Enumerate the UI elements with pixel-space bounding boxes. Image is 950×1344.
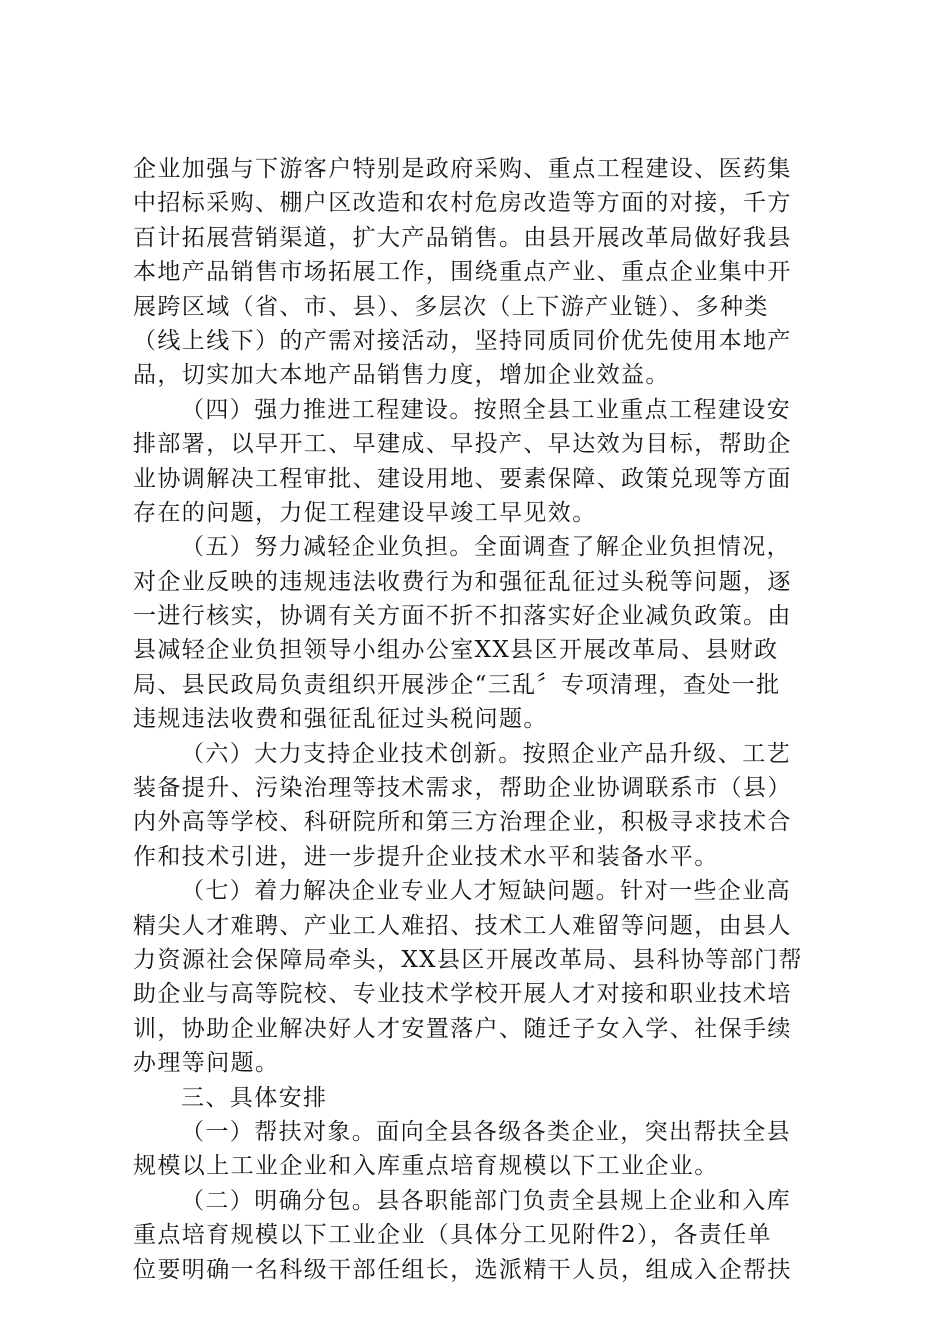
text-line: 训，协助企业解决好人才安置落户、随迁子女入学、社保手续 [133,1015,792,1042]
text-line: 重点培育规模以下工业企业（具体分工见附件2），各责任单 [133,1222,772,1249]
text-line: 业协调解决工程审批、建设用地、要素保障、政策兑现等方面 [133,465,792,492]
text-line: 规模以上工业企业和入库重点培育规模以下工业企业。 [133,1153,719,1180]
text-line: 排部署，以早开工、早建成、早投产、早达效为目标，帮助企 [133,431,792,458]
text-line: 展跨区域（省、市、县）、多层次（上下游产业链）、多种类 [133,293,769,320]
text-line: （线上线下）的产需对接活动，坚持同质同价优先使用本地产 [133,327,792,354]
paragraph-start-line: （一）帮扶对象。面向全县各级各类企业，突出帮扶全县 [181,1118,791,1145]
text-line: 企业加强与下游客户特别是政府采购、重点工程建设、医药集 [133,156,792,182]
text-line: 内外高等学校、科研院所和第三方治理企业，积极寻求技术合 [133,809,792,836]
text-line: 助企业与高等院校、专业技术学校开展人才对接和职业技术培 [133,981,792,1008]
text-line: 品，切实加大本地产品销售力度，增加企业效益。 [133,362,670,389]
text-line: 局、县民政局负责组织开展涉企“三乱〞专项清理，查处一批 [133,671,781,698]
text-line: 县减轻企业负担领导小组办公室XX县区开展改革局、县财政 [133,637,779,664]
paragraph-start-line: （五）努力减轻企业负担。全面调查了解企业负担情况， [181,534,791,561]
paragraph-start-line: （七）着力解决企业专业人才短缺问题。针对一些企业高 [181,878,791,905]
text-line: 存在的问题，力促工程建设早竣工早见效。 [133,499,597,526]
text-line: 位要明确一名科级干部任组长，选派精干人员，组成入企帮扶 [133,1256,792,1283]
text-line: 精尖人才难聘、产业工人难招、技术工人难留等问题，由县人 [133,912,792,939]
paragraph-start-line: （二）明确分包。县各职能部门负责全县规上企业和入库 [181,1187,791,1214]
paragraph-start-line: （四）强力推进工程建设。按照全县工业重点工程建设安 [181,396,791,423]
text-line: 对企业反映的违规违法收费行为和强征乱征过头税等问题，逐 [133,568,792,595]
text-line: 一进行核实，协调有关方面不折不扣落实好企业减负政策。由 [133,603,792,630]
text-line: 作和技术引进，进一步提升企业技术水平和装备水平。 [133,843,719,870]
text-line: 本地产品销售市场拓展工作，围绕重点产业、重点企业集中开 [133,259,792,286]
text-line: 中招标采购、棚户区改造和农村危房改造等方面的对接，千方 [133,190,792,217]
body-text [133,152,823,1287]
text-line: 办理等问题。 [133,1050,280,1077]
section-heading: 三、具体安排 [181,1084,328,1111]
text-line: 力资源社会保障局牵头，XX县区开展改革局、县科协等部门帮 [133,946,803,973]
text-line: 违规违法收费和强征乱征过头税问题。 [133,706,548,733]
text-line: 百计拓展营销渠道，扩大产品销售。由县开展改革局做好我县 [133,224,792,251]
paragraph-start-line: （六）大力支持企业技术创新。按照企业产品升级、工艺 [181,740,791,767]
text-line: 装备提升、污染治理等技术需求，帮助企业协调联系市（县） [133,775,792,802]
